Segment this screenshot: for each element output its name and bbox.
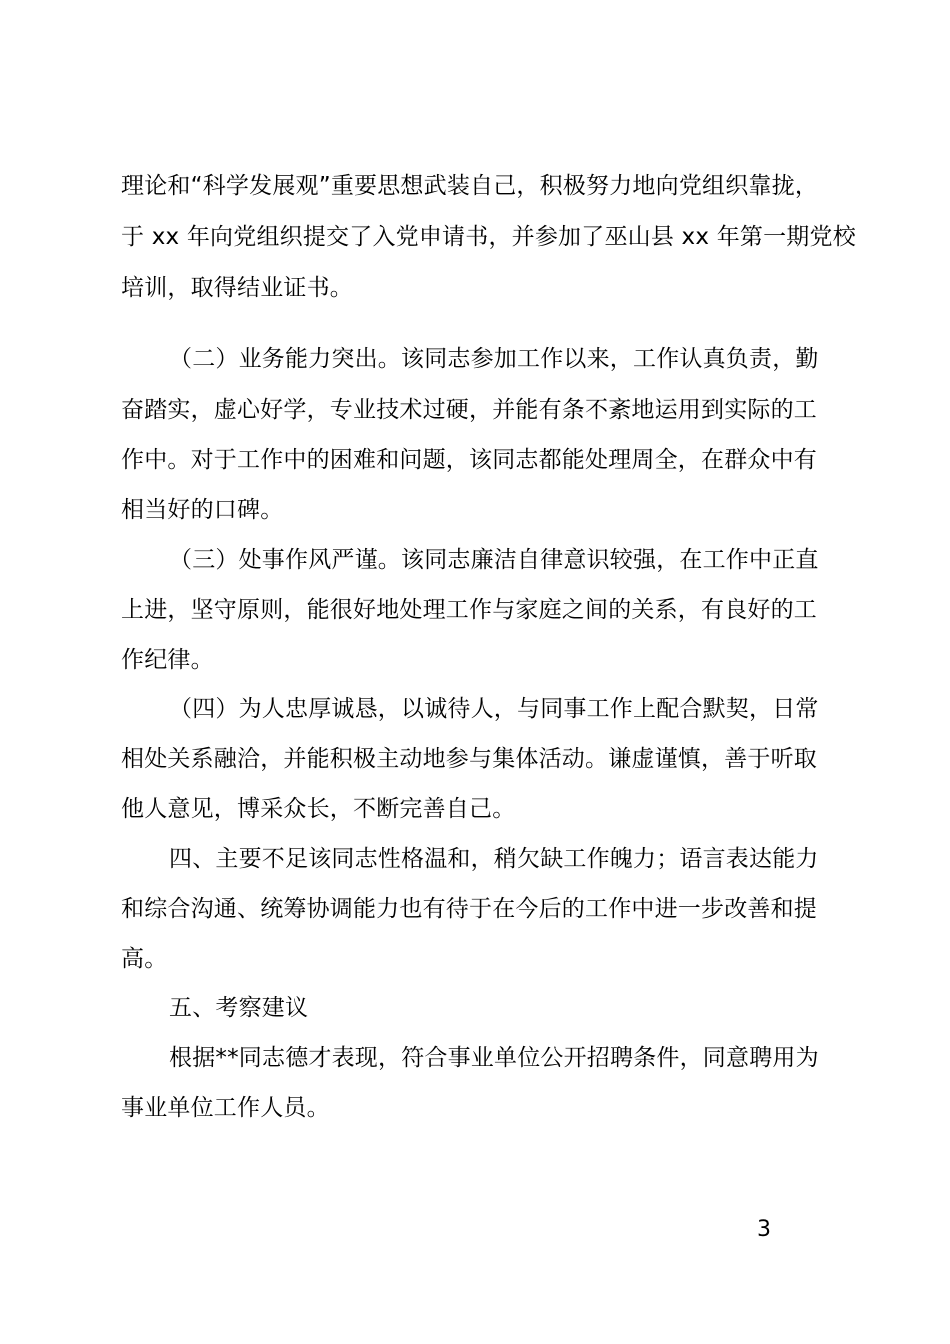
text-line: 奋踏实，虚心好学，专业技术过硬，并能有条不紊地运用到实际的工 <box>121 397 817 423</box>
section-4-heading: 四、主要不足该同志性格温和，稍欠缺工作魄力；语言表达能力 <box>169 846 819 872</box>
page-number: 3 <box>757 1217 771 1242</box>
text-line: 培训，取得结业证书。 <box>121 275 353 301</box>
text-line: 相处关系融洽，并能积极主动地参与集体活动。谦虚谨慎，善于听取 <box>121 746 817 772</box>
text-line: 于 xx 年向党组织提交了入党申请书，并参加了巫山县 xx 年第一期党校 <box>121 224 856 250</box>
text-line: 理论和“科学发展观”重要思想武装自己，积极努力地向党组织靠拢， <box>121 173 819 199</box>
text-line: 他人意见，博采众长，不断完善自己。 <box>121 796 516 822</box>
recommendation-paragraph: 根据**同志德才表现，符合事业单位公开招聘条件，同意聘用为 <box>169 1045 819 1071</box>
text-line: 上进，坚守原则，能很好地处理工作与家庭之间的关系，有良好的工 <box>121 597 817 623</box>
text-line: 相当好的口碑。 <box>121 497 284 523</box>
section-5-heading: 五、考察建议 <box>169 995 309 1021</box>
text-line: 和综合沟通、统筹协调能力也有待于在今后的工作中进一步改善和提 <box>121 896 817 922</box>
text-line: 事业单位工作人员。 <box>121 1095 330 1121</box>
paragraph-4-start: （四）为人忠厚诚恳，以诚待人，与同事工作上配合默契，日常 <box>169 696 819 722</box>
text-line: 作中。对于工作中的困难和问题，该同志都能处理周全，在群众中有 <box>121 447 817 473</box>
paragraph-3-start: （三）处事作风严谨。该同志廉洁自律意识较强，在工作中正直 <box>169 547 819 573</box>
text-line: 作纪律。 <box>121 647 214 673</box>
paragraph-2-start: （二）业务能力突出。该同志参加工作以来，工作认真负责，勤 <box>169 346 819 372</box>
text-line: 高。 <box>121 946 168 972</box>
